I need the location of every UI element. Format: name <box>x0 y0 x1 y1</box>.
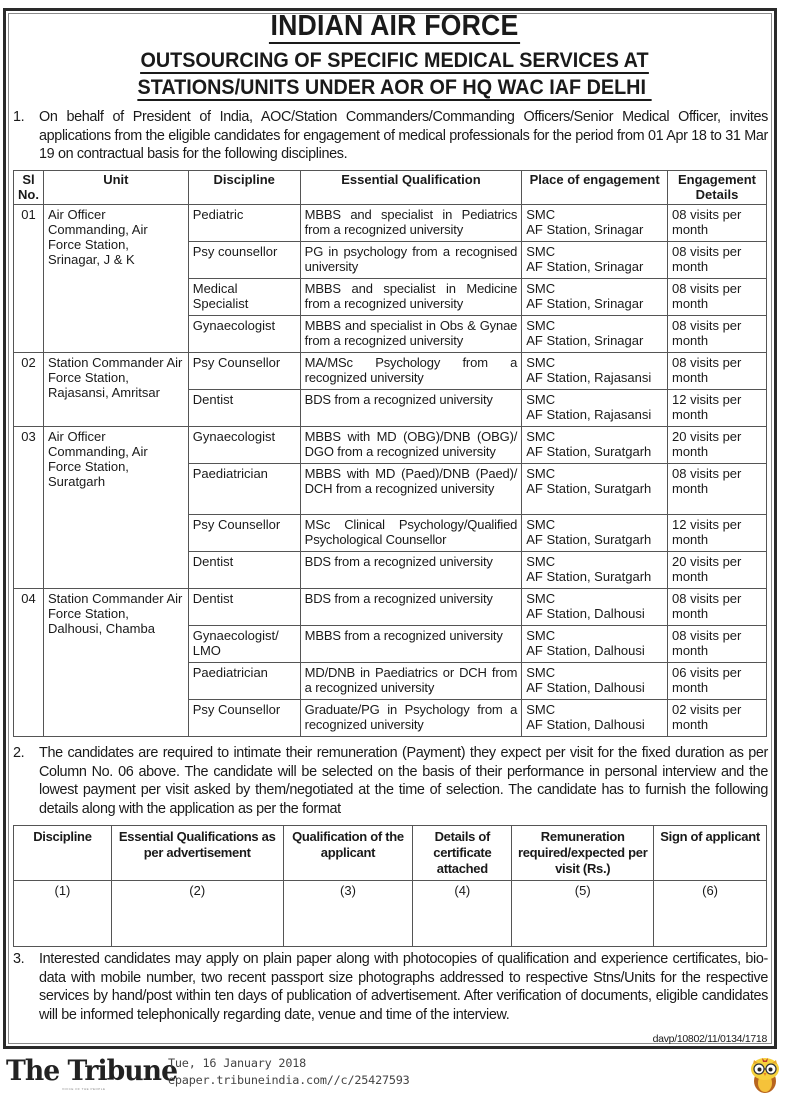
cell-engagement: 08 visits per month <box>668 279 767 316</box>
cell-discipline: Gynaecologist/ LMO <box>188 626 300 663</box>
table-header-row <box>14 171 767 205</box>
owl-icon[interactable] <box>748 1054 782 1094</box>
place-station: AF Station, Rajasansi <box>526 407 652 422</box>
cell-engagement: 12 visits per month <box>668 515 767 552</box>
header-engagement: Engagement Details <box>668 171 767 205</box>
format-header-remuneration: Remuneration required/expected per visit (Rs.) <box>512 826 654 881</box>
place-station: AF Station, Dalhousi <box>526 680 645 695</box>
cell-discipline: Dentist <box>188 552 300 589</box>
header-place: Place of engagement <box>522 171 668 205</box>
place-unit: SMC <box>526 244 556 259</box>
cell-qualification: Graduate/PG in Psychology from a recognized university <box>300 700 522 737</box>
cell-discipline: Psy Counsellor <box>188 353 300 390</box>
cell-place <box>522 390 668 427</box>
cell-qualification: PG in psychology from a recognised university <box>300 242 522 279</box>
table-row <box>14 353 767 390</box>
cell-qualification: BDS from a recognized university <box>300 390 522 427</box>
place-station: AF Station, Srinagar <box>526 333 644 348</box>
place-unit: SMC <box>526 318 556 333</box>
paragraph-1: 1. On behalf of President of India, AOC/Station Commanders/Commanding Officers/Senior Medical Officer, invites applications from the eligible candidates for engagement of medical professionals for the period from 01 Apr 18 to 31 Mar 19 on contractual basis for the following disciplines. <box>13 109 768 162</box>
table-row <box>14 589 767 626</box>
cell-discipline: Dentist <box>188 390 300 427</box>
format-number-row <box>14 881 767 947</box>
cell-place <box>522 464 668 515</box>
cell-qualification: MBBS with MD (Paed)/DNB (Paed)/ DCH from a recognized university <box>300 464 522 515</box>
place-station: AF Station, Dalhousi <box>526 606 645 621</box>
format-header-row <box>14 826 767 881</box>
cell-qualification: MBBS with MD (OBG)/DNB (OBG)/ DGO from a recognized university <box>300 427 522 464</box>
place-unit: SMC <box>526 207 556 222</box>
cell-place <box>522 589 668 626</box>
cell-sl-no: 02 <box>14 353 44 427</box>
cell-unit: Air Officer Commanding, Air Force Station, Srinagar, J & K <box>43 205 188 353</box>
cell-discipline: Psy counsellor <box>188 242 300 279</box>
place-station: AF Station, Suratgarh <box>526 569 652 584</box>
cell-discipline: Medical Specialist <box>188 279 300 316</box>
cell-discipline: Dentist <box>188 589 300 626</box>
cell-discipline: Paediatrician <box>188 464 300 515</box>
cell-qualification: MA/MSc Psychology from a recognized university <box>300 353 522 390</box>
cell-sl-no: 03 <box>14 427 44 589</box>
cell-engagement: 02 visits per month <box>668 700 767 737</box>
place-station: AF Station, Srinagar <box>526 259 644 274</box>
format-header-certificate: Details of certificate attached <box>413 826 512 881</box>
place-station: AF Station, Dalhousi <box>526 717 645 732</box>
cell-qualification: BDS from a recognized university <box>300 589 522 626</box>
table-row <box>14 205 767 242</box>
cell-discipline: Pediatric <box>188 205 300 242</box>
cell-place <box>522 663 668 700</box>
cell-engagement: 06 visits per month <box>668 663 767 700</box>
place-unit: SMC <box>526 281 556 296</box>
publication-url[interactable]: epaper.tribuneindia.com//c/25427593 <box>168 1073 410 1087</box>
place-unit: SMC <box>526 466 556 481</box>
cell-engagement: 08 visits per month <box>668 205 767 242</box>
cell-qualification: MD/DNB in Paediatrics or DCH from a recognized university <box>300 663 522 700</box>
disciplines-table <box>13 170 767 737</box>
logo-tagline: VOICE OF THE PEOPLE <box>62 1087 106 1091</box>
format-col-number: (3) <box>283 881 413 947</box>
cell-sl-no: 04 <box>14 589 44 737</box>
cell-qualification: BDS from a recognized university <box>300 552 522 589</box>
cell-discipline: Psy Counsellor <box>188 515 300 552</box>
place-unit: SMC <box>526 392 556 407</box>
reference-code: davp/10802/11/0134/1718 <box>652 1033 767 1045</box>
header-qualification: Essential Qualification <box>300 171 522 205</box>
cell-qualification: MSc Clinical Psychology/Qualified Psychological Counsellor <box>300 515 522 552</box>
subtitle-line-2: STATIONS/UNITS UNDER AOR OF HQ WAC IAF DELHI <box>138 75 652 101</box>
cell-unit: Station Commander Air Force Station, Dalhousi, Chamba <box>43 589 188 737</box>
place-station: AF Station, Rajasansi <box>526 370 652 385</box>
cell-discipline: Psy Counsellor <box>188 700 300 737</box>
cell-unit: Air Officer Commanding, Air Force Station, Suratgarh <box>43 427 188 589</box>
place-unit: SMC <box>526 554 556 569</box>
paragraph-3: 3. Interested candidates may apply on plain paper along with photocopies of qualification and experience certificates, bio-data with mobile number, two recent passport size photographs addressed to respective Stns/Units for the respective services by hand/post within ten days of publication of advertisement. After verification of documents, eligible candidates will be informed telephonically regarding date, venue and time of the interview. <box>13 951 768 1023</box>
format-header-discipline: Discipline <box>14 826 112 881</box>
header-unit: Unit <box>43 171 188 205</box>
place-unit: SMC <box>526 665 556 680</box>
page-subtitle <box>32 47 758 101</box>
place-station: AF Station, Dalhousi <box>526 643 645 658</box>
format-col-number: (2) <box>111 881 283 947</box>
cell-engagement: 08 visits per month <box>668 626 767 663</box>
place-station: AF Station, Suratgarh <box>526 481 652 496</box>
cell-place <box>522 205 668 242</box>
format-header-applicant-qualification: Qualification of the applicant <box>283 826 413 881</box>
cell-place <box>522 515 668 552</box>
format-col-number: (5) <box>512 881 654 947</box>
cell-discipline: Paediatrician <box>188 663 300 700</box>
application-format-table <box>13 825 767 947</box>
place-unit: SMC <box>526 591 556 606</box>
cell-place <box>522 353 668 390</box>
cell-engagement: 08 visits per month <box>668 353 767 390</box>
place-station: AF Station, Suratgarh <box>526 532 652 547</box>
place-unit: SMC <box>526 355 556 370</box>
cell-engagement: 08 visits per month <box>668 589 767 626</box>
cell-qualification: MBBS and specialist in Pediatrics from a recognized university <box>300 205 522 242</box>
publication-date: Tue, 16 January 2018 <box>168 1056 307 1070</box>
cell-discipline: Gynaecologist <box>188 427 300 464</box>
page-title: INDIAN AIR FORCE <box>270 10 519 42</box>
place-unit: SMC <box>526 429 556 444</box>
header-sl-no: Sl No. <box>14 171 44 205</box>
cell-place <box>522 552 668 589</box>
cell-engagement: 20 visits per month <box>668 552 767 589</box>
cell-engagement: 20 visits per month <box>668 427 767 464</box>
subtitle-line-1: OUTSOURCING OF SPECIFIC MEDICAL SERVICES AT <box>140 48 649 72</box>
format-header-sign: Sign of applicant <box>654 826 767 881</box>
cell-qualification: MBBS and specialist in Obs & Gynae from a recognized university <box>300 316 522 353</box>
footer <box>0 1050 789 1094</box>
cell-engagement: 08 visits per month <box>668 242 767 279</box>
cell-engagement: 08 visits per month <box>668 316 767 353</box>
cell-place <box>522 626 668 663</box>
cell-unit: Station Commander Air Force Station, Rajasansi, Amritsar <box>43 353 188 427</box>
format-header-qualifications: Essential Qualifications as per advertisement <box>111 826 283 881</box>
place-station: AF Station, Srinagar <box>526 296 644 311</box>
cell-engagement: 12 visits per month <box>668 390 767 427</box>
cell-engagement: 08 visits per month <box>668 464 767 515</box>
cell-place <box>522 427 668 464</box>
cell-sl-no: 01 <box>14 205 44 353</box>
tribune-logo[interactable]: The Tribune <box>6 1054 178 1087</box>
format-col-number: (4) <box>413 881 512 947</box>
header-discipline: Discipline <box>188 171 300 205</box>
cell-place <box>522 316 668 353</box>
place-station: AF Station, Srinagar <box>526 222 644 237</box>
format-col-number: (6) <box>654 881 767 947</box>
table-row <box>14 427 767 464</box>
cell-discipline: Gynaecologist <box>188 316 300 353</box>
cell-place <box>522 242 668 279</box>
paragraph-2: 2. The candidates are required to intimate their remuneration (Payment) they expect per visit for the fixed duration as per Column No. 06 above. The candidate will be selected on the basis of their performance in personal interview and the lowest payment per visit asked by them/negotiated at the time of selection. The candidate has to furnish the following details along with the application as per the format <box>13 745 768 817</box>
place-station: AF Station, Suratgarh <box>526 444 652 459</box>
place-unit: SMC <box>526 517 556 532</box>
place-unit: SMC <box>526 628 556 643</box>
cell-place <box>522 700 668 737</box>
cell-qualification: MBBS from a recognized university <box>300 626 522 663</box>
cell-qualification: MBBS and specialist in Medicine from a recognized university <box>300 279 522 316</box>
place-unit: SMC <box>526 702 556 717</box>
cell-place <box>522 279 668 316</box>
publication-meta <box>168 1055 410 1089</box>
format-col-number: (1) <box>14 881 112 947</box>
